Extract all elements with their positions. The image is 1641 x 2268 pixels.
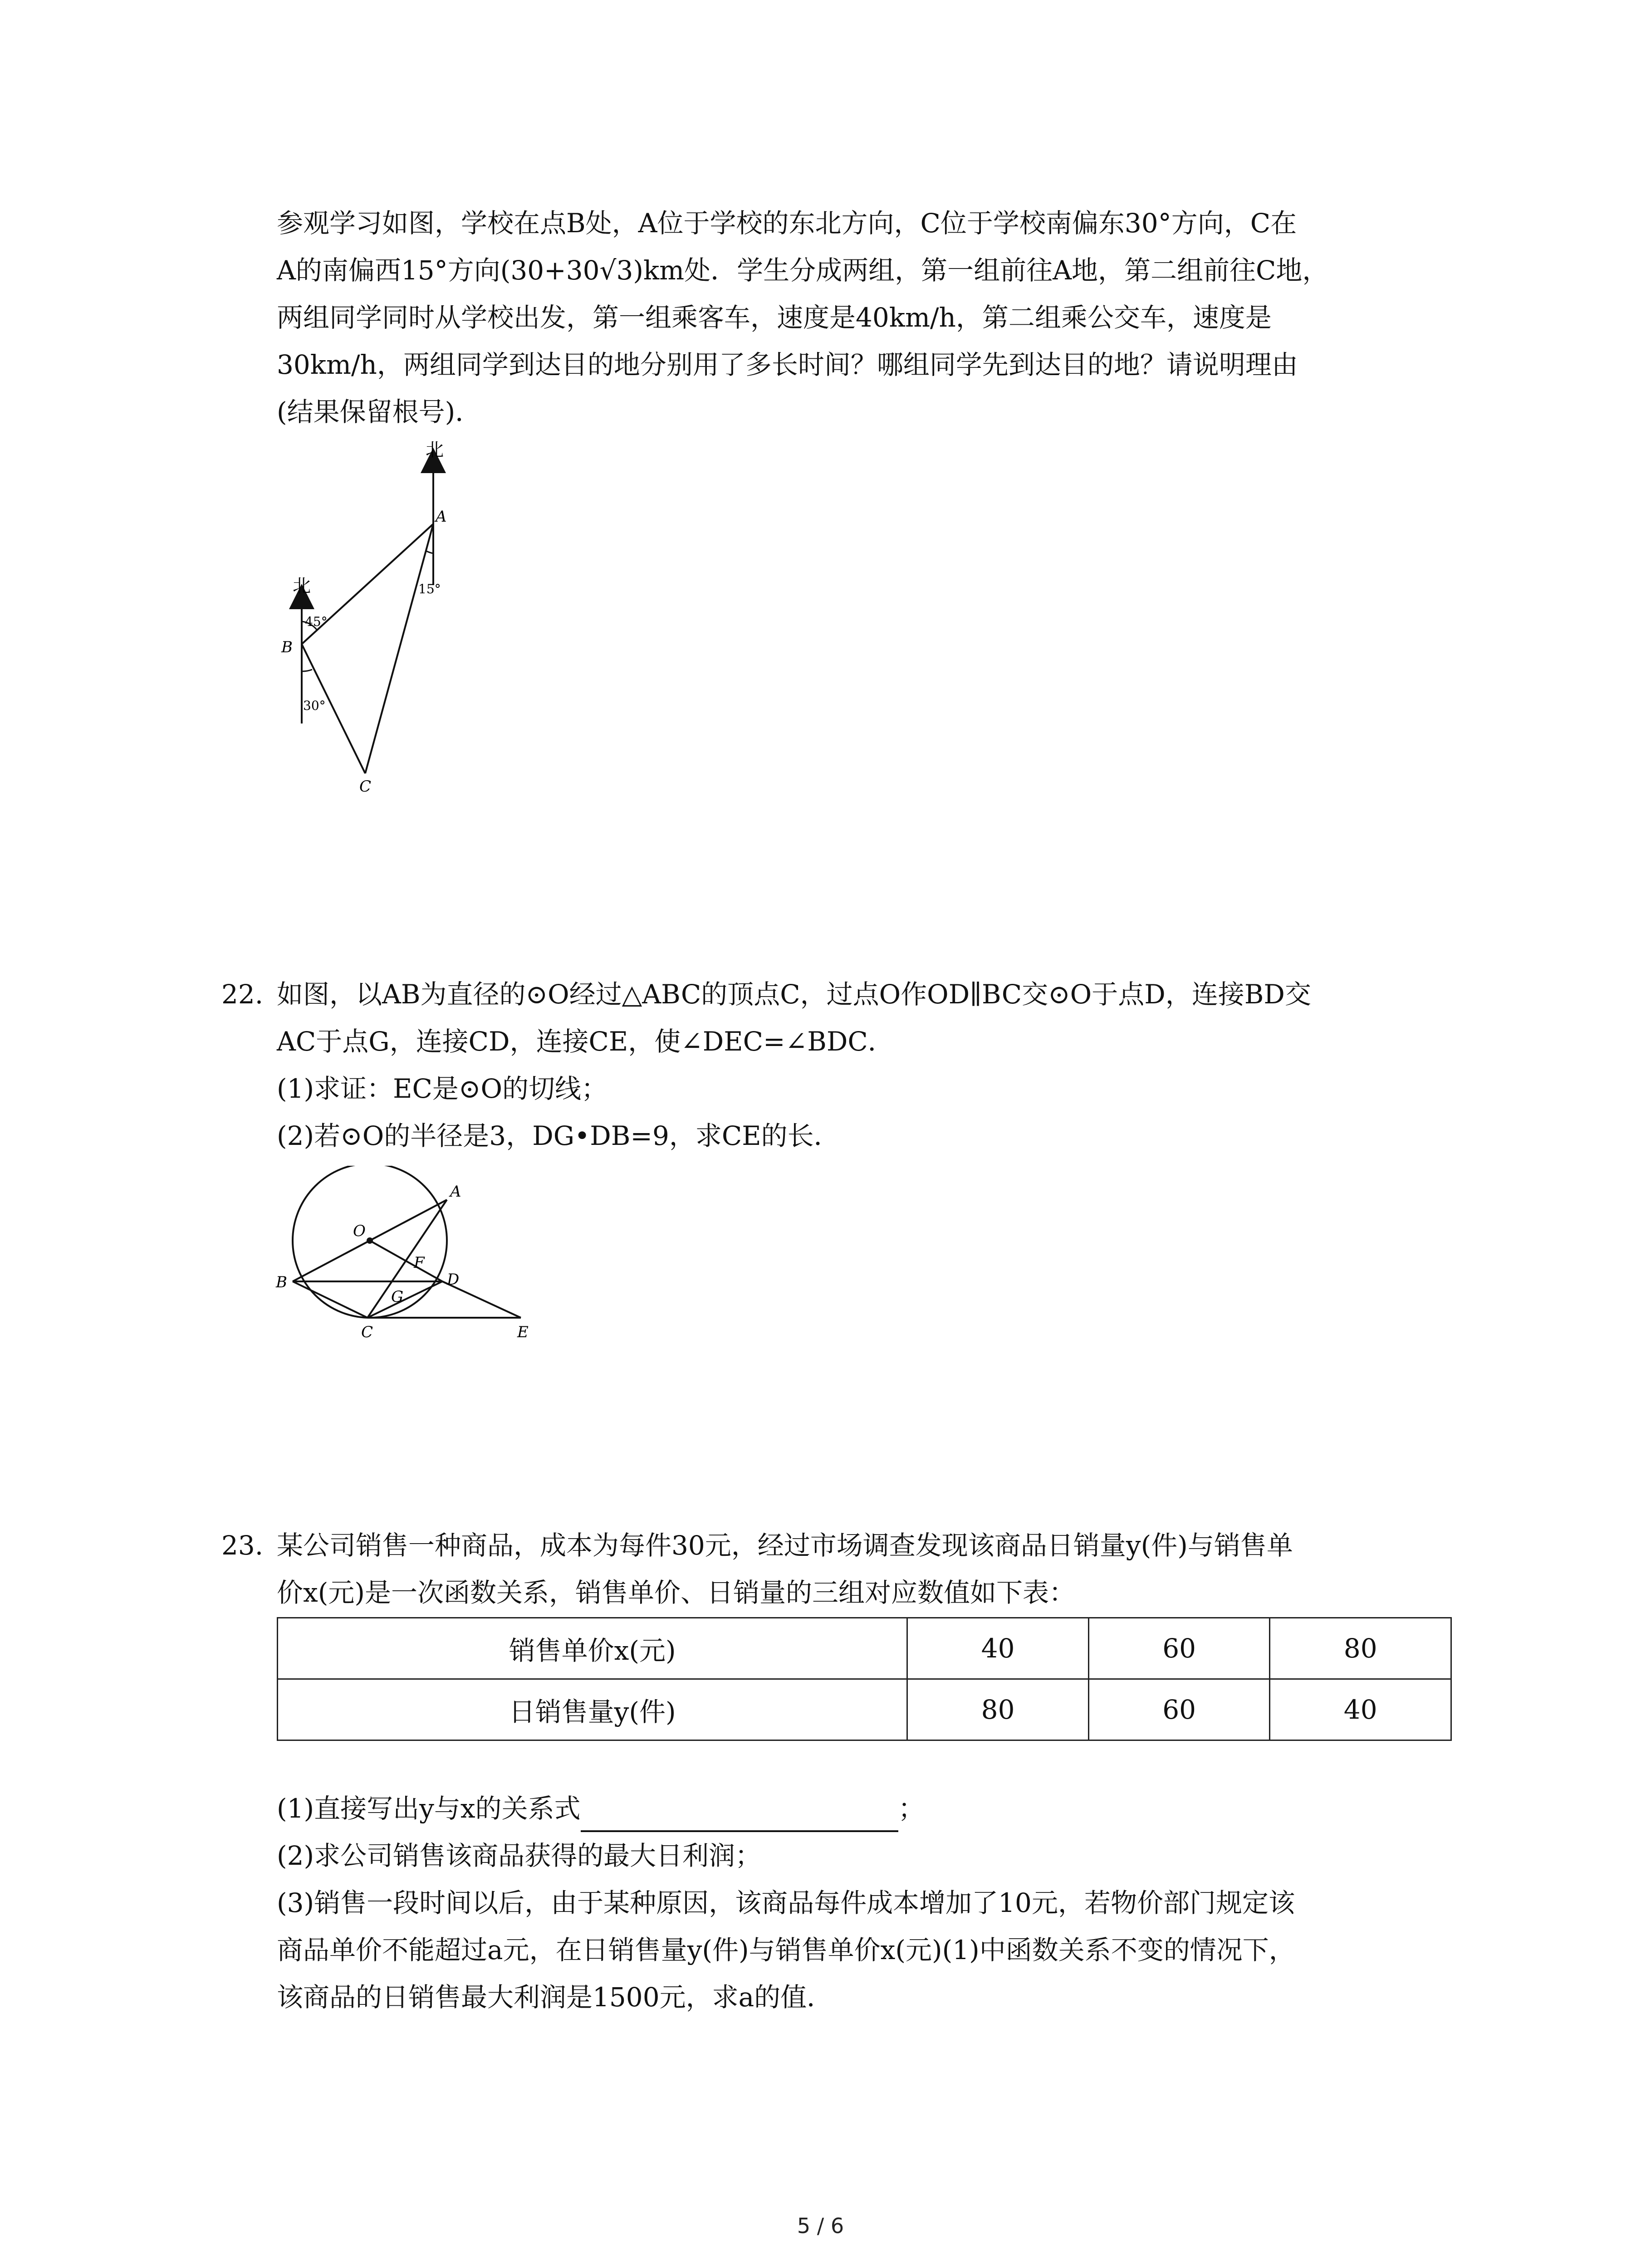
q23-part-2: (2)求公司销售该商品获得的最大日利润； [277, 1840, 762, 1871]
table-cell: 60 [1088, 1679, 1270, 1740]
label-a: A [436, 508, 447, 526]
answer-blank[interactable] [581, 1799, 898, 1832]
segment-ac [365, 524, 433, 773]
angle-45-label: 45° [305, 614, 328, 629]
segment-bc [293, 1281, 367, 1318]
label-f: F [414, 1254, 425, 1272]
q22-figure [272, 1166, 544, 1347]
q21-line-1: 参观学习如图，学校在点B处，A位于学校的东北方向，C位于学校南偏东30°方向，C在 [277, 208, 1297, 239]
label-b: B [276, 1273, 287, 1291]
label-c: C [361, 1323, 373, 1341]
label-o: O [353, 1222, 366, 1240]
q22-number: 22. [221, 979, 264, 1010]
q21-text [277, 200, 1452, 435]
label-north-left: 北 [293, 576, 311, 596]
table-cell: 80 [907, 1679, 1089, 1740]
angle-mark-15 [426, 551, 433, 553]
table-row [278, 1679, 1451, 1740]
label-d: D [447, 1271, 460, 1289]
angle-30-label: 30° [303, 698, 326, 713]
price-volume-table [277, 1617, 1452, 1741]
q23-parts [277, 1785, 1452, 2021]
q23-part-1 [277, 1785, 1452, 1832]
table-cell: 60 [1088, 1618, 1270, 1679]
row-label-volume: 日销售量y(件) [278, 1679, 907, 1740]
q22-line-1: 如图，以AB为直径的⊙O经过△ABC的顶点C，过点O作OD∥BC交⊙O于点D，连接BD交 [277, 979, 1311, 1010]
row-label-price: 销售单价x(元) [278, 1618, 907, 1679]
q22-line-2: AC于点G，连接CD，连接CE，使∠DEC=∠BDC． [277, 1026, 894, 1057]
angle-15-label: 15° [418, 582, 441, 596]
label-b: B [281, 638, 293, 656]
q23-number: 23. [221, 1530, 264, 1561]
q23-line-2: 价x(元)是一次函数关系，销售单价、日销量的三组对应数值如下表： [277, 1577, 1075, 1608]
q23-line-1: 某公司销售一种商品，成本为每件30元，经过市场调查发现该商品日销量y(件)与销售单 [277, 1530, 1293, 1561]
q23-part-3-line-2: 商品单价不能超过a元，在日销售量y(件)与销售单价x(元)(1)中函数关系不变的情况下， [277, 1935, 1295, 1965]
label-g: G [391, 1288, 404, 1306]
q22-part-1: (1)求证：EC是⊙O的切线； [277, 1073, 608, 1104]
table-cell: 40 [1270, 1679, 1451, 1740]
label-a: A [450, 1183, 461, 1201]
q21-line-2: A的南偏西15°方向(30+30√3)km处．学生分成两组，第一组前往A地，第二组前往C地， [277, 255, 1329, 286]
q22-text [277, 971, 1452, 1159]
q23-part-1-text: (1)直接写出y与x的关系式 [277, 1793, 581, 1824]
q21-line-3: 两组同学同时从学校出发，第一组乘客车，速度是40km/h，第二组乘公交车，速度是 [277, 302, 1272, 333]
q23-part-1-end: ； [898, 1793, 925, 1824]
q23-part-3-line-3: 该商品的日销售最大利润是1500元，求a的值． [277, 1982, 833, 2013]
page-number: 5 / 6 [797, 2214, 844, 2238]
label-e: E [517, 1323, 529, 1341]
table-cell: 80 [1270, 1618, 1451, 1679]
angle-mark-30 [302, 670, 312, 671]
q21-line-4: 30km/h，两组同学到达目的地分别用了多长时间？哪组同学先到达目的地？请说明理由 [277, 349, 1298, 380]
q23-text [277, 1522, 1452, 1616]
segment-ac [367, 1200, 447, 1318]
table-cell: 40 [907, 1618, 1089, 1679]
label-north-top: 北 [426, 440, 444, 460]
q21-line-5: (结果保留根号)． [277, 396, 482, 427]
q22-part-2: (2)若⊙O的半径是3，DG•DB=9，求CE的长． [277, 1120, 840, 1151]
q23-part-3-line-1: (3)销售一段时间以后，由于某种原因，该商品每件成本增加了10元，若物价部门规定该 [277, 1887, 1295, 1918]
table-row [278, 1618, 1451, 1679]
segment-od [370, 1241, 442, 1281]
q21-figure [254, 435, 508, 807]
label-c: C [359, 777, 372, 796]
